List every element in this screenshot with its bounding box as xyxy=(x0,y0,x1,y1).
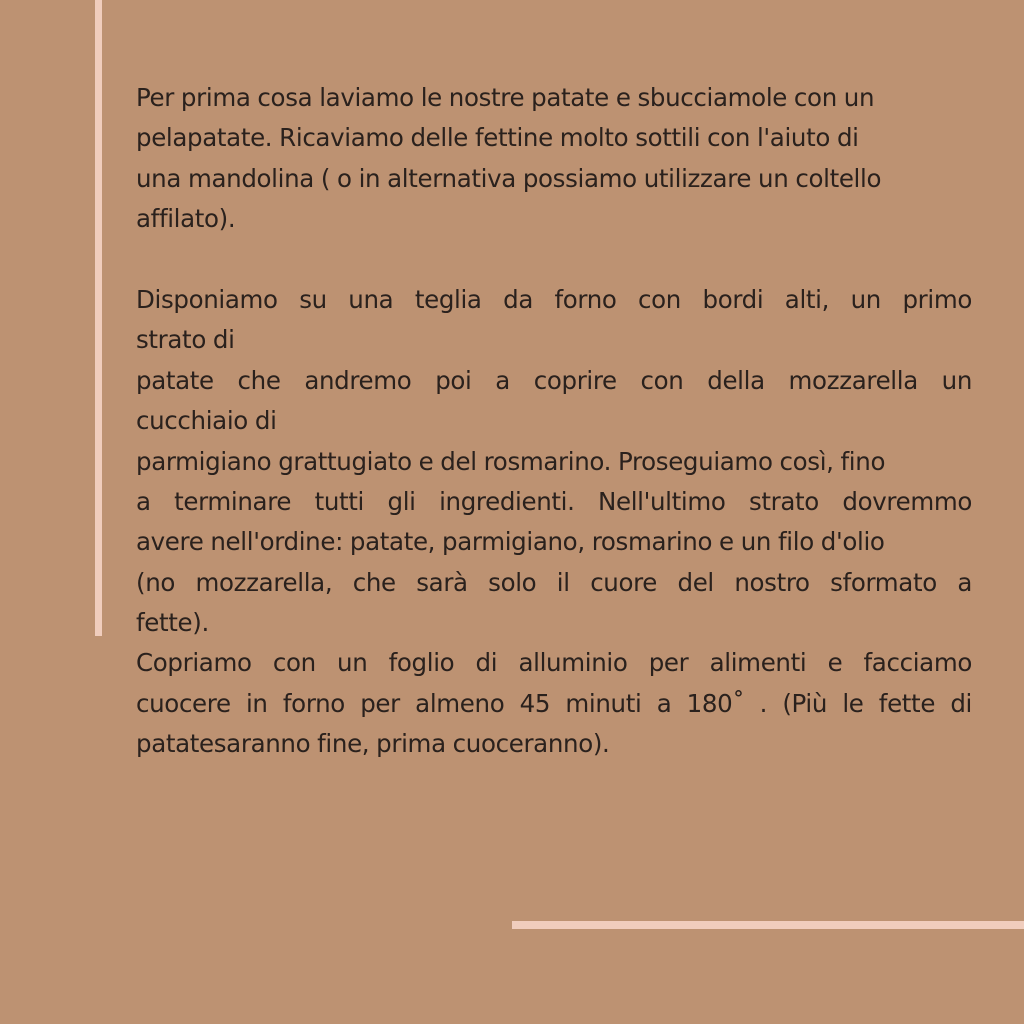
text-line: una mandolina ( o in alternativa possiamo utilizzare un coltello xyxy=(136,163,882,193)
text-line: affilato). xyxy=(136,204,236,234)
text-line: Copriamo con un foglio di alluminio per alimenti e facciamo xyxy=(136,648,972,678)
text-line: a terminare tutti gli ingredienti. Nell'ultimo strato dovremmo xyxy=(136,486,972,516)
text-line: cucchiaio di xyxy=(136,406,277,436)
decorative-horizontal-bar xyxy=(512,921,1024,929)
paragraph-preparation xyxy=(136,78,972,240)
text-line: patatesaranno fine, prima cuoceranno). xyxy=(136,729,610,759)
text-line: patate che andremo poi a coprire con della mozzarella un xyxy=(136,365,972,395)
text-line: Disponiamo su una teglia da forno con bordi alti, un primo xyxy=(136,284,972,314)
text-line: avere nell'ordine: patate, parmigiano, rosmarino e un filo d'olio xyxy=(136,527,885,557)
text-line: Per prima cosa laviamo le nostre patate e sbucciamole con un xyxy=(136,83,875,112)
paragraph-assembly xyxy=(136,280,972,765)
text-line: fette). xyxy=(136,608,209,638)
decorative-vertical-bar xyxy=(95,0,102,636)
text-line: cuocere in forno per almeno 45 minuti a 180˚ . (Più le fette di xyxy=(136,688,972,718)
text-line: (no mozzarella, che sarà solo il cuore del nostro sformato a xyxy=(136,567,972,597)
text-line: pelapatate. Ricaviamo delle fettine molto sottili con l'aiuto di xyxy=(136,123,859,153)
text-line: strato di xyxy=(136,325,235,355)
recipe-instructions xyxy=(136,78,972,765)
paragraph-gap xyxy=(136,240,972,280)
text-line: parmigiano grattugiato e del rosmarino. Proseguiamo così, fino xyxy=(136,446,886,476)
